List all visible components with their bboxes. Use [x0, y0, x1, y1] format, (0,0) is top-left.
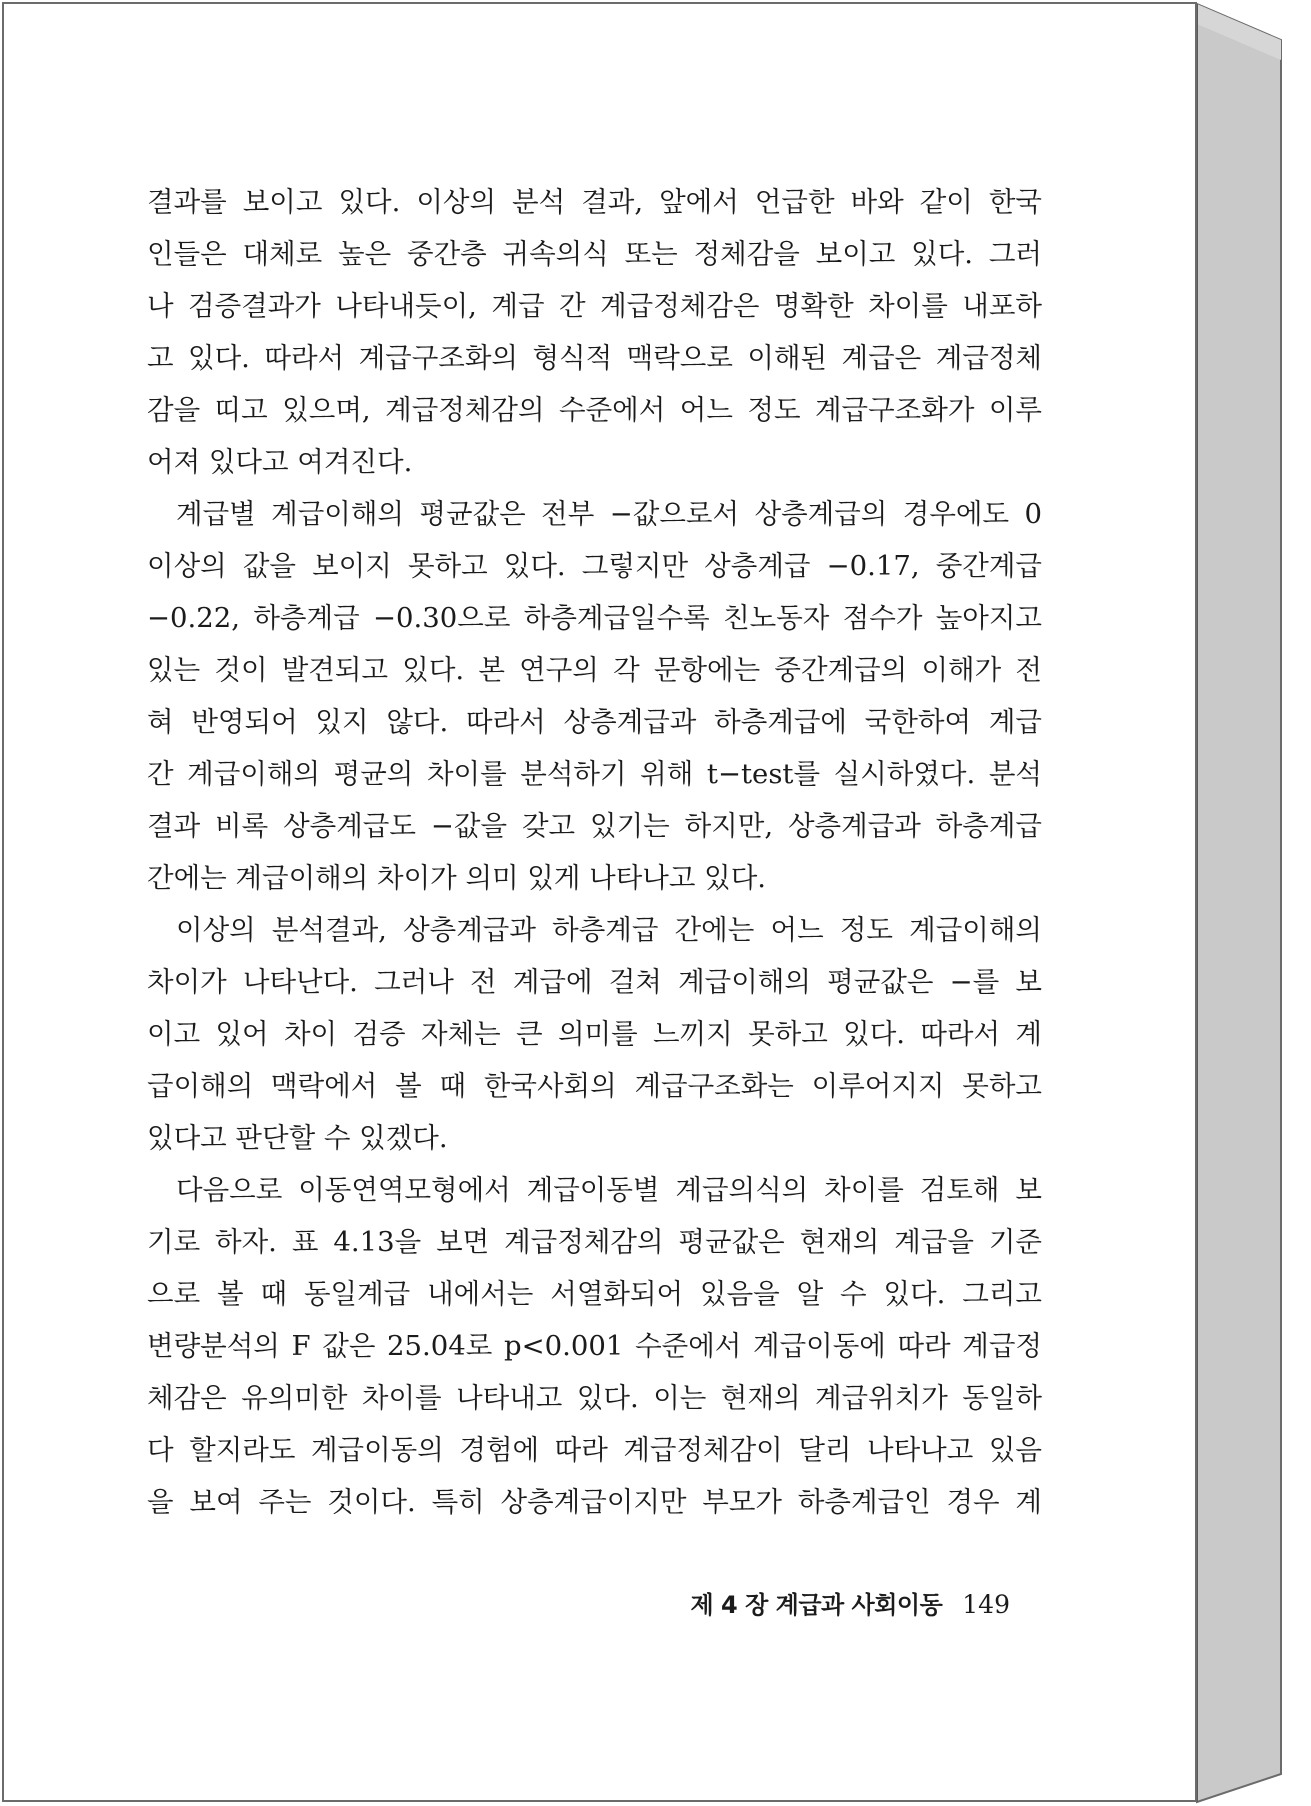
text-line: 간에는 계급이해의 차이가 의미 있게 나타나고 있다. [147, 862, 767, 894]
text-line: 계급별 계급이해의 평균값은 전부 −값으로서 상층계급의 경우에도 0 [176, 498, 1042, 530]
text-line: 다음으로 이동연역모형에서 계급이동별 계급의식의 차이를 검토해 보 [176, 1174, 1042, 1206]
text-line: 변량분석의 F 값은 25.04로 p<0.001 수준에서 계급이동에 따라 계급정 [147, 1330, 1042, 1362]
text-line: 차이가 나타난다. 그러나 전 계급에 걸쳐 계급이해의 평균값은 −를 보 [147, 966, 1042, 998]
text-line: 을 보여 주는 것이다. 특히 상층계급이지만 부모가 하층계급인 경우 계 [147, 1486, 1042, 1518]
running-footer-chapter: 제 4 장 계급과 사회이동 [690, 1591, 943, 1619]
text-line: 감을 띠고 있으며, 계급정체감의 수준에서 어느 정도 계급구조화가 이루 [147, 394, 1042, 426]
page-footer [690, 1585, 1010, 1620]
text-line: 고 있다. 따라서 계급구조화의 형식적 맥락으로 이해된 계급은 계급정체 [147, 342, 1042, 374]
text-line: 있는 것이 발견되고 있다. 본 연구의 각 문항에는 중간계급의 이해가 전 [147, 654, 1042, 686]
text-line: 기로 하자. 표 4.13을 보면 계급정체감의 평균값은 현재의 계급을 기준 [147, 1226, 1042, 1258]
text-line: 급이해의 맥락에서 볼 때 한국사회의 계급구조화는 이루어지지 못하고 [147, 1070, 1042, 1102]
text-line: 으로 볼 때 동일계급 내에서는 서열화되어 있음을 알 수 있다. 그리고 [147, 1278, 1042, 1310]
text-line: 있다고 판단할 수 있겠다. [147, 1122, 448, 1154]
text-line: 어져 있다고 여겨진다. [147, 446, 413, 478]
text-line: 이상의 분석결과, 상층계급과 하층계급 간에는 어느 정도 계급이해의 [176, 914, 1042, 946]
text-line: 혀 반영되어 있지 않다. 따라서 상층계급과 하층계급에 국한하여 계급 [147, 706, 1042, 738]
text-line: 결과 비록 상층계급도 −값을 갖고 있기는 하지만, 상층계급과 하층계급 [147, 810, 1042, 842]
body-text [147, 176, 1042, 1528]
text-line: 인들은 대체로 높은 중간층 귀속의식 또는 정체감을 보이고 있다. 그러 [147, 238, 1042, 270]
text-line: 간 계급이해의 평균의 차이를 분석하기 위해 t−test를 실시하였다. 분석 [147, 758, 1042, 790]
page-number: 149 [962, 1590, 1010, 1619]
text-line: 나 검증결과가 나타내듯이, 계급 간 계급정체감은 명확한 차이를 내포하 [147, 290, 1042, 322]
text-line: 이고 있어 차이 검증 자체는 큰 의미를 느끼지 못하고 있다. 따라서 계 [147, 1018, 1042, 1050]
text-line: 체감은 유의미한 차이를 나타내고 있다. 이는 현재의 계급위치가 동일하 [147, 1382, 1042, 1414]
text-line: 결과를 보이고 있다. 이상의 분석 결과, 앞에서 언급한 바와 같이 한국 [147, 186, 1042, 218]
text-line: −0.22, 하층계급 −0.30으로 하층계급일수록 친노동자 점수가 높아지고 [147, 602, 1042, 634]
text-line: 다 할지라도 계급이동의 경험에 따라 계급정체감이 달리 나타나고 있음 [147, 1434, 1042, 1466]
text-line: 이상의 값을 보이지 못하고 있다. 그렇지만 상층계급 −0.17, 중간계급 [147, 550, 1042, 582]
